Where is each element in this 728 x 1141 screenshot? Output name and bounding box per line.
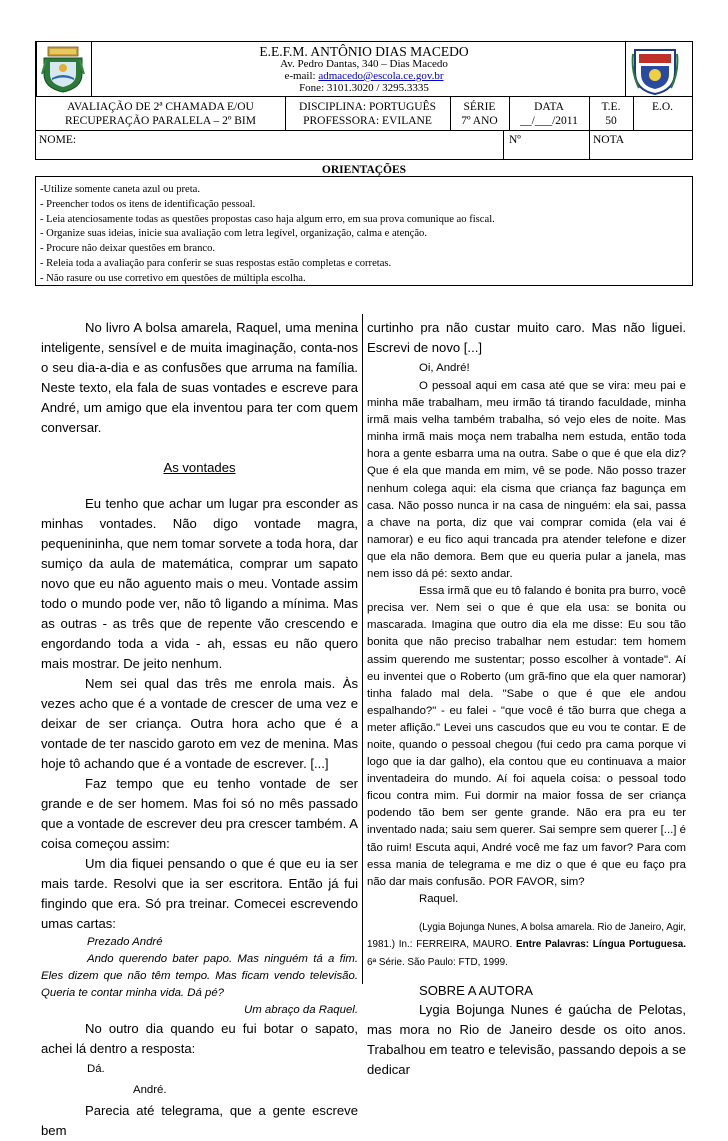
eval-type-line2: RECUPERAÇÃO PARALELA – 2º BIM	[64, 115, 256, 127]
citation	[367, 919, 686, 972]
school-name: E.E.F.M. ANTÔNIO DIAS MACEDO	[259, 44, 469, 59]
logo-divider-right	[625, 42, 626, 96]
right-logo	[629, 44, 681, 96]
story-paragraph: No outro dia quando eu fui botar o sapato, achei lá dentro a resposta:	[41, 1021, 358, 1057]
letter-body: Ando querendo bater papo. Mas ninguém tá a fim. Eles dizem que não têm tempo. Mas ficam vendo televisão. Queria te contar minha vida. Dá pé?	[41, 953, 358, 1000]
column-divider	[362, 314, 363, 984]
row-divider-2	[36, 130, 692, 131]
citation-book: Entre Palavras: Língua Portuguesa.	[516, 939, 686, 951]
date-value: __/___/2011	[520, 115, 578, 127]
author-text: Lygia Bojunga Nunes é gaúcha de Pelotas, mas mora no Rio de Janeiro desde os oito anos. Trabalhou em teatro e televisão, passando depois a se dedicar	[367, 1002, 686, 1078]
row-divider-1	[36, 96, 692, 97]
logo-divider-left	[91, 42, 92, 96]
orientation-item: - Preencher todos os itens de identificação pessoal.	[40, 198, 256, 210]
reply-signature: André.	[133, 1084, 167, 1097]
header-box	[35, 41, 693, 160]
eo-label: E.O.	[651, 101, 674, 113]
left-column	[41, 318, 358, 1141]
letter-signature: Um abraço da Raquel.	[244, 1004, 358, 1017]
orientation-item: - Leia atenciosamente todas as questões propostas caso haja algum erro, em sua prova comunique ao fiscal.	[40, 213, 495, 225]
orientations-box	[35, 176, 693, 286]
col-divider	[36, 42, 37, 96]
story-paragraph: Um dia fiquei pensando o que é que eu ia ser mais tarde. Resolvi que ia ser escritora. Então já fui fingindo que era. Só pra treinar. Comecei escrevendo umas cartas:	[41, 856, 358, 931]
school-phone: Fone: 3101.3020 / 3295.3335	[299, 82, 429, 94]
grade-label: NOTA	[593, 134, 625, 146]
right-column	[367, 318, 686, 1080]
letter2-paragraph: O pessoal aqui em casa até que se vira: meu pai e minha mãe trabalham, meu irmão tá tirando faculdade, minha irmã mais velha também trabalha, só vejo eles de noite. Mas minha irmã mais moça nem trabalha nem estuda, então toda hora a gente esbarra uma na outra. Sabe o que é que ela diz? Que é ela que manda em mim, vê se pode. Não posso trazer nenhum colega aqui: ela cisma que criança faz bagunça em casa. Não posso nunca ir na casa de ninguém: ela sai, passa a chave na porta, diz que vai comprar comida (ela vai é namorar) e eu fico aqui trancada pra atender telefone e dizer que ela não demora. Bem que eu queria pular a janela, mas nem isso dá pé: sexto andar.	[367, 380, 686, 581]
discipline: DISCIPLINA: PORTUGUÊS	[298, 101, 436, 113]
school-address: Av. Pedro Dantas, 340 – Dias Macedo	[280, 58, 448, 70]
orientation-item: - Organize suas ideias, inicie sua avaliação com letra legível, organização, calma e atenção.	[40, 228, 427, 240]
serie-value: 7º ANO	[461, 115, 498, 127]
orientation-item: - Procure não deixar questões em branco.	[40, 243, 216, 255]
citation-text: (Lygia Bojunga Nunes, A bolsa amarela. Rio de Janeiro, Agir, 1981.) In.: FERREIRA, MAURO.	[367, 921, 686, 951]
col-divider	[503, 130, 504, 160]
name-label: NOME:	[39, 134, 77, 146]
orientation-item: - Releia toda a avaliação para conferir se suas respostas estão completas e corretas.	[40, 257, 392, 269]
letter2-paragraph: Essa irmã que eu tô falando é bonita pra burro, você precisa ver. Nem sei o que é que ela usa: se bonita ou mascarada. Imagina que outro dia ela me disse: Eu sou tão bonita que não preciso trabalhar nem estudar: tem homem assim querendo me sustentar; posso escolher à vontade". Aí eu inventei que o Roberto (um grã-fino que ela quer namorar) tinha falado mal dela. "Sabe o que é que ele andou espalhando?" - eu falei - "que você é tão burra que chega a meter aflição." Levei uns cascudos que eu vou te contar. E de noite, quando o pessoal chegou (fui cedo pra cama porque vi logo que ia dar galho), ela contou que eu continuava a maior inventadeira do mundo. Aí foi aquela coisa: o pessoal todo ficou contra mim. Fui dormir na maior fossa de ser criança podendo tão bem ser gente grande. Não era pra eu ter inventado nada; saiu sem querer. Sai sempre sem querer [...] é tão ruim! Escuta aqui, André você me faz um favor? Para com essa mania de telegrama e me diz o que é que eu faço pra não dar mais confusão. POR FAVOR, sim?	[367, 585, 686, 888]
school-emblem-icon	[629, 44, 681, 96]
author-title: SOBRE A AUTORA	[419, 983, 534, 999]
letter-greeting: Prezado André	[87, 936, 163, 948]
number-label: Nº	[509, 134, 521, 146]
citation-text-end: 6ª Série. São Paulo: FTD, 1999.	[367, 956, 508, 968]
te-value: 50	[605, 115, 617, 127]
date-label: DATA	[534, 101, 564, 113]
intro-paragraph: No livro A bolsa amarela, Raquel, uma menina inteligente, sensível e de muita imaginação, conta-nos o seu dia-a-dia e as confusões que arruma na família. Neste texto, ela fala de suas vontades e escreve para André, um amigo que ela inventou para ter com quem conversar.	[41, 320, 358, 435]
letter2-signature: Raquel.	[419, 892, 459, 905]
orientations-title: ORIENTAÇÕES	[321, 164, 407, 176]
story-title: As vontades	[163, 460, 236, 475]
story-paragraph: curtinho pra não custar muito caro. Mas não liguei. Escrevi de novo [...]	[367, 320, 686, 355]
serie-label: SÉRIE	[463, 101, 496, 113]
teacher: PROFESSORA: EVILANE	[303, 115, 432, 127]
story-paragraph: Faz tempo que eu tenho vontade de ser grande e de ser homem. Mas foi só no mês passado que a vontade de escrever deu pra crescer também. A coisa começou assim:	[41, 776, 358, 851]
te-label: T.E.	[601, 101, 621, 113]
orientation-item: - Não rasure ou use corretivo em questões de múltipla escolha.	[40, 272, 306, 284]
reply-text: Dá.	[87, 1063, 105, 1076]
email-link[interactable]: admacedo@escola.ce.gov.br	[318, 70, 444, 82]
eval-type-line1: AVALIAÇÃO DE 2ª CHAMADA E/OU	[67, 101, 254, 113]
letter2-greeting: Oi, André!	[419, 362, 470, 374]
orientation-item: -Utilize somente caneta azul ou preta.	[40, 184, 201, 195]
story-paragraph: Nem sei qual das três me enrola mais. Às vezes acho que é a vontade de crescer de uma vez e deixar de ser criança. Outra hora acho que é a vontade de ter nascido garoto em vez de menina. Mas hoje tô achando que é a vontade de escrever. [...]	[41, 676, 358, 771]
email-label: e-mail:	[284, 70, 319, 82]
story-paragraph: Eu tenho que achar um lugar pra esconder as minhas vontades. Não digo vontade magra, pequenininha, que nem tomar sorvete a toda hora, dar sumiço da aula de matemática, comprar um sapato novo que eu não aguento mais o meu. Vontade assim todo o mundo pode ver, não tô ligando a mínima. Mas as outras - as três que de repente vão crescendo e engordando toda a vida - ah, essas eu não quero mais mostrar. De jeito nenhum.	[41, 496, 358, 671]
story-paragraph: Parecia até telegrama, que a gente escreve bem	[41, 1103, 358, 1139]
